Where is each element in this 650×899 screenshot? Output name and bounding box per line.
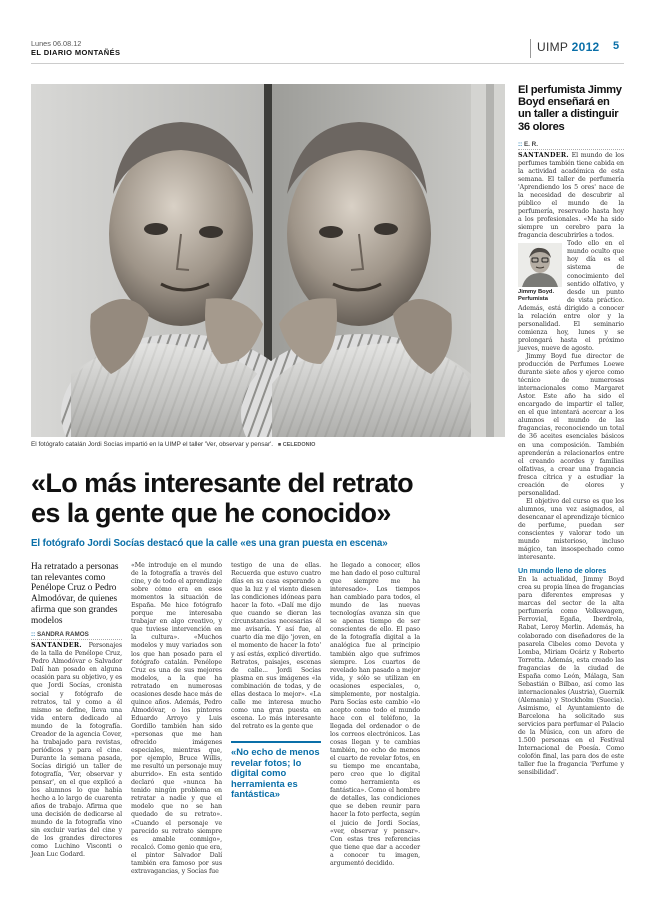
page-number: 5 [613,40,620,52]
photo-credit-name: CELEDONIO [282,442,316,448]
sidebar-text-1 [518,152,624,241]
sidebar [518,84,624,777]
headline [31,468,511,528]
byline [31,631,122,640]
perfumer-photo-caption: Jimmy Boyd. Perfumista [518,289,555,302]
sidebar-byline-bullet: :: [518,140,523,148]
pull-quote-text: «No echo de menos revelar fotos; lo digital como herramienta es fantástica» [231,745,320,800]
byline-bullet: :: [31,631,36,639]
article-column-2 [131,562,222,876]
mirror-portrait-image [31,84,505,437]
photo-caption [31,441,505,448]
sidebar-subheading: Un mundo lleno de olores [518,566,607,576]
perfumer-portrait-image [518,243,562,287]
sidebar-text-4: En la actualidad, Jimmy Boyd crea su propia línea de fragancias para diferentes empresas y marcas del sector de la alta perfumería como Volkswagen, Ferrovial, Egaña, Iberdrola, Rabat, Leroy Merlin. Además, ha colaborado con diseñadores de la pasarela Cibeles como Devota y Lomba, Miriam Ocáriz y Roberto Torretta. Además, esta creado las fragancias de la ciudad de España como León, Málaga, San Sebastián o Bilbao, así como las internacionales (Austria), Guernik (Alemania) y Stockholm (Suecia). Asimismo, el Ayuntamiento de Barcelona ha solicitado sus servicios para perfumar el Palacio de la Música, con un aforo de 1.500 personas en el Festival Internacional de Poesía. Como colofón final, las para dos de este taller fue la fragancia 'Perfume y sensibilidad'. [518,576,624,777]
perfumer-photo [518,243,562,287]
sidebar-dateline: SANTANDER. [518,151,569,159]
article-text-col-1 [31,642,122,859]
headline-line-1: «Lo más interesante del retrato [31,468,414,498]
sidebar-text-1-body: El mundo de los perfumes también tiene cabida en la actividad académica de esta semana. El taller de perfumería 'Aprendiendo los 5 ores' nace de la necesidad de descubrir al público el mundo de la perfumería, reservado hasta hoy a los profesionales. «Me ha sido siempre un cerebro para la fragancia descubrirles a todos. [518,151,624,240]
section-label [537,40,600,54]
photo-caption-text: El fotógrafo catalán Jordi Socías impartió en la UIMP el taller 'Ver, observar y pensar'. [31,441,274,448]
sidebar-byline [518,141,624,150]
sidebar-text-2: Jimmy Boyd fue director de producción de Perfumes Loewe durante siete años y ejerce como técnico de numerosas internacionales como Margaret Astor. Este año ha sido el encargado de impartir el taller, en el que intentará acercar a los alumnos el mundo de las fragancias, reconociendo un total de 36 aceites esenciales básicos en una composición. También aprenderán a relacionarlos entre el creando acordes y familias olfativas, a crear una fragancia fresca cítrica y a estudiar la creación de olores y personalidad. [518,352,624,497]
article-column-4 [330,562,420,868]
header-date: Lunes 06.08.12 [31,39,82,48]
article-text-col-1-body: Personajes de la talla de Penélope Cruz, Pedro Almodóvar o Salvador Dalí han posado en alguna ocasión para su objetivo, y es que Jordi Socías, cronista social y fotógrafo de retratos, tal y como a él mismo se define, lleva una vida entera dedicado al mundo de la fotografía. Creador de la agencia Cover, ha trabajado para revistas, periódicos y para el cine. Durante la semana pasada, Socías dirigió un taller de fotografía, 'Ver, observar y pensar', en el que explicó a los alumnos lo que había hecho a lo largo de cuarenta años de trabajo. Afirma que una decisión de dedicarse al mundo de la fotografía vino sin excluir varias del cine y de los grandes directores como Luchino Visconti o Jean Luc Godard. [31,642,122,859]
article-text-col-2: «Me introduje en el mundo de la fotografía a través del cine, y de todo el aprendizaje sobre cómo era en esos momentos la situación de España. Me hice fotógrafo porque me interesaba trabajar en algo creativo, y que tuviese intervención en la cultura». «Muchos modelos y muy variados son los que han posado para el fotógrafo catalán. Penélope Cruz es una de sus mejores modelos, a la que ha retratado en numerosas ocasiones desde hace más de quince años. Además, Pedro Almodóvar, o los pintores Eduardo Arroyo y Luis Gordillo también han sido «personas que me han ofrecido imágenes especiales, mientras que, por ejemplo, Bruce Willis, me resultó un personaje muy aburrido». En esta sentido declaró que «nunca ha tenido ningún problema en retratar a nadie y que el modelo que no se han quedado de su retrato». «Cuando el personaje ve parecido su retrato siempre es amable conmigo», recalcó. Como genio que era, el pintor Salvador Dalí también era famoso por sus extravagancias, y Socías fue [131,562,222,875]
lede: Ha retratado a personas tan relevantes como Penélope Cruz o Pedro Almodóvar, de quienes afirma que son grandes modelos [31,562,119,626]
sidebar-text-3: El objetivo del curso es que los alumnos, una vez asignados, al desencanar el aprendizaje técnico de perfume, puedan ser conscientes y valorar todo un mundo misterioso, incluso mágico, tan insospechado como interesante. [518,497,624,562]
pull-quote [231,741,321,800]
subheadline: El fotógrafo Jordi Socías destacó que la calle «es una gran puesta en escena» [31,538,388,549]
header-divider [530,39,531,58]
sidebar-byline-author: E. R. [523,140,538,148]
article-column-1 [31,562,122,859]
section-name: UIMP [537,40,568,54]
headline-line-2: es la gente que he conocido» [31,498,391,528]
publication-name: EL DIARIO MONTAÑÉS [31,48,121,57]
photo-credit: ■ CELEDONIO [277,442,316,448]
article-text-col-4: he llegado a conocer, ellos me han dado el poso cultural que siempre me ha interesado». Los tiempos han cambiado para todos, el mundo de las nuevas tecnologías avanza sin que se apenas tiempo de ser conscientes de ello. El paso de la fotografía digital a la analógica fue al principio también algo que sufrimos siempre. Los cuartos de revelado han pasado a mejor vida, y sólo se utilizan en ocasiones especiales, o, simplemente, por nostalgia. Para Socías este cambio «lo acepto como todo el mundo hace con el teléfono, la llegada del ordenador o de los correos electrónicos. Las cosas llegan y te cambias también, no echo de menos el cuarto de revelar fotos, en su tiempo me encantaba, pero creo que lo digital como herramienta es fantástica». Como el hombre de detalles, las condiciones que se deben reunir para hacer la foto perfecta, según el juicio de Jordi Socías, «ver, observar y pensar». Con estas tres referencias que tiene que dar a acceder a conocer tu imagen, argumentó decidido. [330,562,420,867]
section-year: 2012 [571,40,600,54]
article-text-col-3: testigo de una de ellas. Recuerda que estuvo cuatro días en su casa esperando a que la luz y el viento diesen las condiciones idóneas para hacer la foto. «Dalí me dijo que cuando se dieran las circunstancias necesarias él me avisaría. Y así fue, al cuarto día me dijo 'joven, en el momento de hacer la foto' y así estás, explicó divertido. Retratos, paisajes, escenas de calle... Jordi Socías plasma en sus imágenes «la combinación de todas, y de ellas destaca lo mejor». «La calle me interesa mucho como una gran puesta en escena. Lo más interesante del retrato es la gente que [231,562,321,730]
perfumer-photo-block [518,243,562,302]
main-photo [31,84,505,437]
dateline: SANTANDER. [31,642,82,650]
byline-author: SANDRA RAMOS [36,631,89,639]
top-rule [31,63,624,64]
sidebar-text-1b: Todo ello en el mundo oculto que hoy día es el sistema de conocimiento del sentido olfativo, y desde un punto de vista práctico. Además, está dirigido a conocer la relación entre olor y la personalidad. El seminario comienza hoy, lunes y se prolongará hasta el próximo jueves, nueve de agosto. [518,240,624,352]
sidebar-title: El perfumista Jimmy Boyd enseñará en un taller a distinguir 36 olores [518,84,622,133]
article-column-3 [231,562,321,800]
